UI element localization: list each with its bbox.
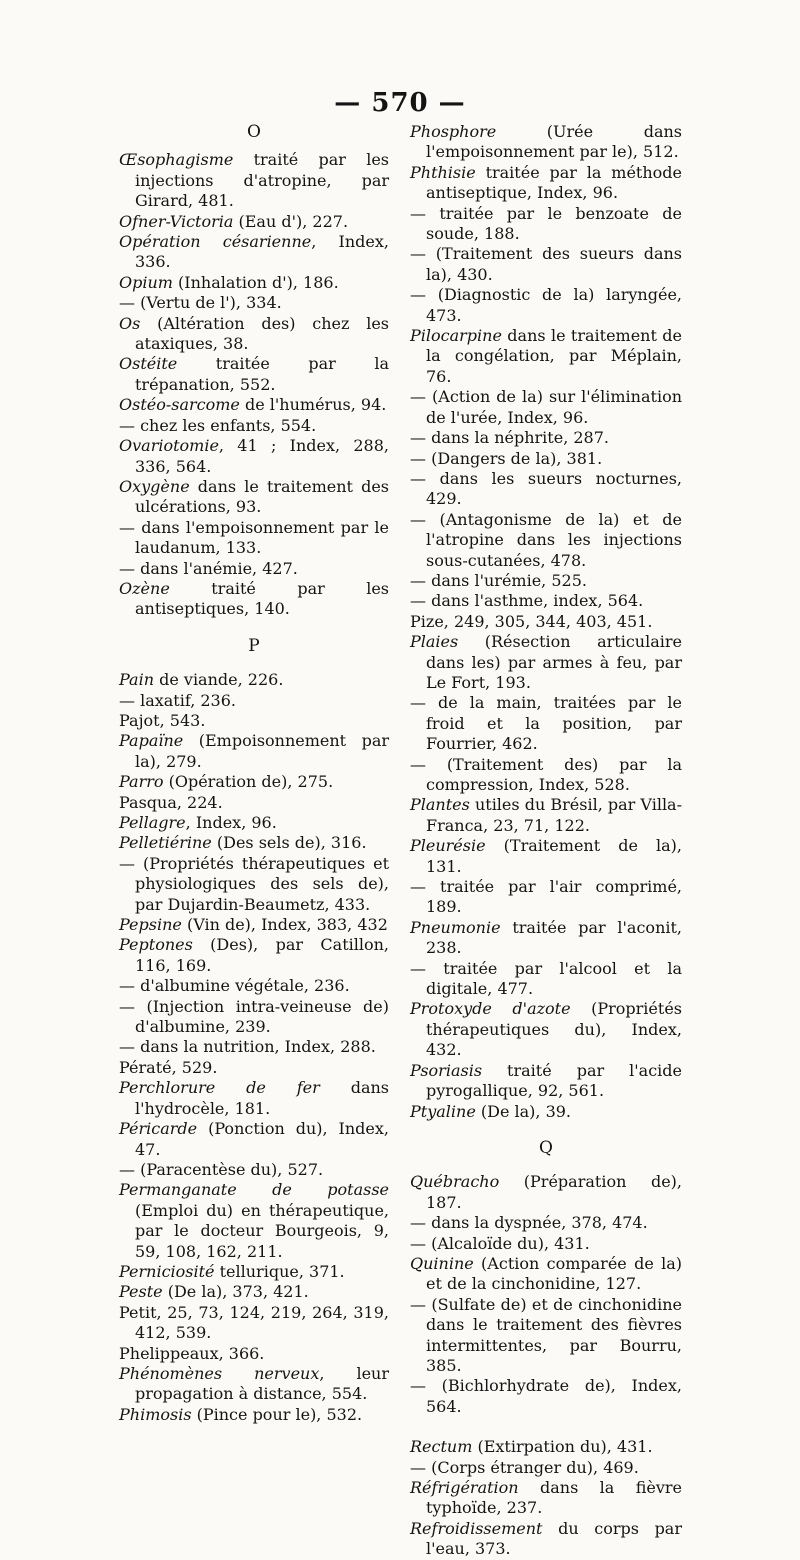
index-entry [410, 918, 682, 959]
index-entry [410, 795, 682, 836]
entry-text: — (Injection intra-veineuse de) d'albumine, 239. [119, 996, 389, 1037]
entry-text: — dans les sueurs nocturnes, 429. [410, 468, 682, 509]
entry-text: traitée par l'aconit, 238. [426, 917, 682, 958]
entry-text: — dans la nutrition, Index, 288. [119, 1037, 376, 1057]
entry-text: dans la fièvre typhoïde, 237. [426, 1478, 682, 1518]
index-entry [410, 1478, 682, 1519]
entry-text: (Altération des) chez les ataxiques, 38. [135, 313, 389, 354]
index-entry [410, 591, 682, 611]
entry-text: dans le traitement des ulcérations, 93. [135, 476, 389, 517]
entry-text: — dans la néphrite, 287. [410, 428, 609, 448]
section-letter-q: Q [539, 1137, 553, 1158]
entry-term: Psoriasis [410, 1060, 483, 1080]
entry-term: Opération césarienne [119, 232, 312, 252]
entry-term: Ostéite [119, 354, 178, 374]
index-entry [119, 1364, 389, 1405]
index-entry [410, 999, 682, 1060]
index-entry [410, 1376, 682, 1417]
entry-text: (Opération de), 275. [163, 772, 334, 792]
entry-text: — traitée par l'air comprimé, 189. [410, 877, 682, 917]
index-entry [410, 204, 682, 245]
entry-text: (Urée dans l'empoisonnement par le), 512. [426, 122, 682, 162]
entry-text: (Ponction du), Index, 47. [135, 1119, 389, 1159]
entry-text: — (Dangers de la), 381. [410, 448, 603, 468]
entry-term: Pain [119, 670, 155, 690]
entry-text: , 41 ; Index, 288, 336, 564. [135, 436, 389, 476]
entry-text: traité par les antiseptiques, 140. [135, 578, 389, 619]
section-letter-p: P [248, 635, 260, 656]
index-entry [410, 428, 682, 448]
index-entry [410, 1172, 682, 1213]
index-entry [119, 395, 389, 415]
index-entry [119, 793, 389, 813]
entry-term: Pellagre [119, 813, 186, 832]
entry-text: (Des), par Catillon, 116, 169. [135, 935, 389, 975]
entry-term: Ptyaline [410, 1101, 476, 1121]
index-entry [119, 1078, 389, 1119]
entry-text: utiles du Brésil, par Villa-Franca, 23, 71, 122. [426, 795, 682, 835]
entry-text: traité par l'acide pyrogallique, 92, 561. [426, 1060, 682, 1101]
index-entry [119, 354, 389, 395]
index-entry [119, 477, 389, 518]
index-entry [410, 1213, 682, 1233]
index-entry [119, 293, 389, 313]
index-entry [119, 997, 389, 1038]
entry-text: (Des sels de), 316. [211, 833, 367, 853]
entry-term: Ozène [119, 578, 170, 598]
entry-text: de l'humérus, 94. [239, 395, 387, 415]
entry-text: — dans la dyspnée, 378, 474. [410, 1213, 648, 1233]
entry-text: de viande, 226. [154, 670, 284, 690]
index-entry [119, 314, 389, 355]
entry-text: Petit, 25, 73, 124, 219, 264, 319, 412, 539. [119, 1302, 389, 1343]
index-entry [410, 877, 682, 918]
index-list-o [119, 150, 389, 619]
entry-term: Phimosis [119, 1404, 192, 1424]
entry-text: Phelippeaux, 366. [119, 1343, 265, 1363]
entry-term: Ostéo-sarcome [119, 395, 240, 415]
entry-term: Œsophagisme [119, 150, 234, 170]
entry-term: Péricarde [119, 1119, 198, 1139]
entry-term: Peptones [119, 935, 193, 955]
index-entry [119, 976, 389, 996]
entry-term: Plaies [410, 632, 459, 652]
index-entry [119, 1037, 389, 1057]
index-entry [410, 632, 682, 693]
right-column [410, 122, 682, 1560]
entry-term: Pleurésie [410, 836, 486, 856]
index-entry [410, 163, 682, 204]
index-entry [119, 1262, 389, 1282]
index-list-p-continued [410, 122, 682, 1122]
index-entry [410, 755, 682, 796]
index-entry [410, 244, 682, 285]
index-entry [410, 1295, 682, 1377]
entry-term: Pelletiérine [119, 833, 212, 853]
index-entry [410, 836, 682, 877]
entry-term: Permanganate de potasse [119, 1180, 389, 1200]
index-entry [410, 285, 682, 326]
index-entry [119, 691, 389, 711]
entry-term: Ofner-Victoria [119, 211, 234, 231]
index-entry [410, 122, 682, 163]
index-entry [119, 854, 389, 915]
entry-text: — traitée par l'alcool et la digitale, 477. [410, 958, 682, 999]
entry-term: Perniciosité [119, 1261, 215, 1281]
entry-text: — (Action de la) sur l'élimination de l'urée, Index, 96. [410, 387, 682, 427]
entry-text: — (Sulfate de) et de cinchonidine dans le traitement des fièvres intermittentes, par Bourru, 385. [410, 1294, 682, 1375]
index-entry [119, 935, 389, 976]
index-entry [410, 1458, 682, 1478]
entry-text: (Empoisonnement par la), 279. [135, 731, 389, 771]
index-entry [119, 1282, 389, 1302]
index-entry [119, 518, 389, 559]
index-entry [410, 1519, 682, 1560]
index-entry [119, 1160, 389, 1180]
entry-text: Pératé, 529. [119, 1057, 218, 1077]
entry-text: (Extirpation du), 431. [472, 1437, 653, 1457]
entry-term: Os [119, 313, 141, 333]
index-entry [119, 833, 389, 853]
section-gap [410, 1417, 682, 1437]
entry-text: — (Propriétés thérapeutiques et physiologiques des sels de), par Dujardin-Beaumetz, 433. [119, 853, 389, 914]
index-entry [119, 1405, 389, 1425]
index-entry [119, 772, 389, 792]
index-entry [119, 670, 389, 690]
entry-text: — dans l'empoisonnement par le laudanum, 133. [119, 517, 389, 558]
entry-text: — (Bichlorhydrate de), Index, 564. [410, 1376, 682, 1416]
entry-text: (Traitement de la), 131. [426, 836, 682, 876]
index-entry [119, 579, 389, 620]
entry-term: Oxygène [119, 476, 190, 496]
entry-text: — d'albumine végétale, 236. [119, 976, 350, 996]
entry-text: — traitée par le benzoate de soude, 188. [410, 203, 682, 244]
index-entry [119, 1119, 389, 1160]
index-entry [119, 711, 389, 731]
entry-text: du corps par l'eau, 373. [426, 1518, 682, 1559]
index-entry [410, 387, 682, 428]
index-entry [119, 559, 389, 579]
page-number: — 570 — [334, 88, 466, 118]
entry-text: — (Traitement des sueurs dans la), 430. [410, 244, 682, 284]
entry-term: Papaïne [119, 731, 184, 751]
entry-text: — (Diagnostic de la) laryngée, 473. [410, 285, 682, 325]
entry-text: traitée par la trépanation, 552. [135, 354, 389, 394]
entry-text: dans l'hydrocèle, 181. [135, 1078, 389, 1118]
entry-text: tellurique, 371. [214, 1261, 345, 1281]
entry-text: — dans l'asthme, index, 564. [410, 591, 644, 611]
index-entry [119, 150, 389, 211]
entry-term: Réfrigération [410, 1478, 519, 1497]
index-entry [119, 273, 389, 293]
index-entry [119, 1180, 389, 1262]
index-entry [410, 1437, 682, 1457]
index-entry [410, 959, 682, 1000]
entry-term: Opium [119, 272, 173, 292]
entry-text: traitée par la méthode antiseptique, Index, 96. [426, 162, 682, 203]
entry-text: (Propriétés thérapeutiques du), Index, 432. [426, 999, 682, 1060]
entry-text: (Eau d'), 227. [233, 211, 349, 231]
entry-term: Parro [119, 772, 164, 792]
index-entry [410, 571, 682, 591]
entry-text: dans le traitement de la congélation, par Méplain, 76. [426, 326, 682, 386]
index-entry [410, 469, 682, 510]
entry-term: Perchlorure de fer [119, 1078, 320, 1098]
entry-text: — dans l'urémie, 525. [410, 570, 587, 590]
entry-text: — (Corps étranger du), 469. [410, 1457, 639, 1477]
index-entry [119, 416, 389, 436]
entry-text: (Inhalation d'), 186. [172, 272, 339, 292]
index-entry [410, 1234, 682, 1254]
entry-text: — (Vertu de l'), 334. [119, 293, 282, 313]
index-entry [119, 813, 389, 833]
entry-term: Québracho [410, 1172, 500, 1192]
entry-text: , Index, 96. [185, 813, 277, 832]
entry-term: Protoxyde d'azote [410, 999, 571, 1019]
entry-text: — (Paracentèse du), 527. [119, 1159, 324, 1179]
entry-text: (Vin de), Index, 383, 432 [181, 915, 388, 935]
index-entry [119, 232, 389, 273]
index-list-p [119, 670, 389, 1425]
entry-term: Ovariotomie [119, 436, 219, 456]
entry-term: Pepsine [119, 915, 182, 935]
entry-term: Refroidissement [410, 1518, 543, 1538]
entry-term: Pneumonie [410, 917, 501, 937]
entry-text: , leur propagation à distance, 554. [135, 1363, 389, 1404]
entry-text: Pize, 249, 305, 344, 403, 451. [410, 611, 653, 631]
index-entry [410, 1102, 682, 1122]
entry-text: (Résection articulaire dans les) par armes à feu, par Le Fort, 193. [426, 632, 682, 692]
entry-text: — (Alcaloïde du), 431. [410, 1233, 590, 1253]
index-entry [119, 1344, 389, 1364]
index-entry [410, 510, 682, 571]
entry-text: , Index, 336. [135, 232, 389, 272]
entry-text: — chez les enfants, 554. [119, 415, 317, 435]
entry-text: traité par les injections d'atropine, par Girard, 481. [135, 150, 389, 211]
entry-text: (Pince pour le), 532. [191, 1404, 363, 1424]
index-entry [410, 612, 682, 632]
index-entry [119, 212, 389, 232]
section-letter-o: O [247, 122, 261, 142]
index-entry [119, 1058, 389, 1078]
entry-text: — laxatif, 236. [119, 690, 236, 710]
entry-text: (Emploi du) en thérapeutique, par le docteur Bourgeois, 9, 59, 108, 162, 211. [135, 1200, 389, 1261]
entry-term: Quinine [410, 1253, 474, 1273]
entry-term: Rectum [410, 1437, 473, 1457]
entry-term: Phosphore [410, 122, 497, 141]
index-entry [119, 731, 389, 772]
index-entry [410, 326, 682, 387]
entry-text: Pasqua, 224. [119, 792, 223, 812]
index-entry [119, 915, 389, 935]
index-entry [410, 1254, 682, 1295]
entry-text: (Action comparée de la) et de la cinchonidine, 127. [426, 1253, 682, 1294]
left-column [119, 122, 389, 1425]
index-list-q [410, 1172, 682, 1417]
entry-text: — (Traitement des) par la compression, Index, 528. [410, 754, 682, 794]
index-entry [410, 693, 682, 754]
entry-text: — de la main, traitées par le froid et la position, par Fourrier, 462. [410, 693, 682, 754]
index-entry [119, 1303, 389, 1344]
entry-text: (De la), 373, 421. [162, 1282, 309, 1302]
entry-text: (Préparation de), 187. [426, 1172, 682, 1212]
index-entry [119, 436, 389, 477]
entry-term: Plantes [410, 795, 470, 815]
entry-text: Pajot, 543. [119, 710, 206, 730]
entry-text: — dans l'anémie, 427. [119, 558, 298, 578]
index-list-r [410, 1437, 682, 1559]
entry-term: Peste [119, 1282, 163, 1302]
index-entry [410, 1061, 682, 1102]
entry-text: (De la), 39. [475, 1101, 572, 1121]
entry-term: Pilocarpine [410, 326, 502, 346]
entry-term: Phénomènes nerveux [119, 1363, 320, 1383]
entry-text: — (Antagonisme de la) et de l'atropine dans les injections sous-cutanées, 478. [410, 509, 682, 570]
index-entry [410, 449, 682, 469]
entry-term: Phthisie [410, 162, 476, 182]
